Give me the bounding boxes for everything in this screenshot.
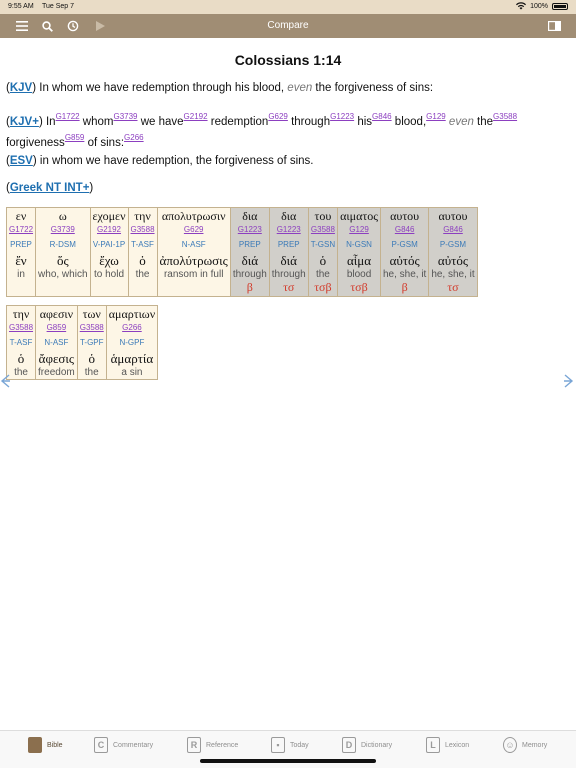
tab-lexicon[interactable] xyxy=(426,737,469,753)
lexicon-icon: L xyxy=(426,737,440,753)
interlinear-word[interactable] xyxy=(77,306,106,380)
morphology-code[interactable]: PREP xyxy=(238,240,261,249)
lemma-word: ἄφεσις xyxy=(38,351,75,366)
compare-content xyxy=(0,38,576,730)
morphology-code[interactable]: N-GSN xyxy=(346,240,372,249)
tab-label: Lexicon xyxy=(445,741,470,749)
morphology-code[interactable]: T-ASF xyxy=(9,338,33,347)
gloss-text: through xyxy=(232,269,267,280)
lemma-word: διά xyxy=(280,253,297,268)
reference-icon: R xyxy=(187,737,201,753)
calendar-icon: ▪ xyxy=(271,737,285,753)
tab-label: Commentary xyxy=(113,741,154,749)
gloss-text: he, she, it xyxy=(431,269,475,280)
tab-today[interactable] xyxy=(271,737,309,753)
morphology-code[interactable]: V-PAI-1P xyxy=(92,240,126,249)
strongs-link[interactable]: G859 xyxy=(64,133,85,142)
morphology-code[interactable]: PREP xyxy=(277,240,300,249)
lemma-word: ἔχω xyxy=(99,253,119,268)
greek-word: του xyxy=(314,209,332,223)
gloss-text: through xyxy=(271,269,306,280)
interlinear-word[interactable] xyxy=(36,306,78,380)
kjv-text-even: even xyxy=(287,82,313,94)
morphology-code[interactable]: T-GPF xyxy=(79,338,104,347)
gloss-text: ransom in full xyxy=(163,269,224,280)
gloss-text: the xyxy=(84,367,99,378)
interlinear-word[interactable] xyxy=(429,208,477,297)
lemma-word: ὅς xyxy=(56,253,69,268)
kjv-text-b: the forgiveness of sins: xyxy=(312,82,434,94)
kjvplus-even: even xyxy=(448,116,474,128)
tab-bible[interactable] xyxy=(28,737,63,753)
tab-label: Reference xyxy=(206,741,239,749)
greek-word: των xyxy=(82,307,101,321)
verse-kjv-plus: (KJV+) $In^{G1722}$ whom$^{G3739}$ we have$^{G2192}$ redemption$^{G629}$ through$^{G1223}$ his$^{G846}$ blood,$^{G129}$ even the$^{G3588}$ forgiveness$^{G859}$ of sins:$^{G266}$ xyxy=(6,112,518,149)
verse-greek: (Greek NT INT+) xyxy=(6,182,94,194)
lemma-word: ἁμαρτία xyxy=(110,351,154,366)
strongs-number-link[interactable]: G629 xyxy=(183,225,204,234)
strongs-link[interactable]: G1223 xyxy=(330,112,355,121)
morphology-code[interactable]: P-GSM xyxy=(439,240,467,249)
tab-reference[interactable] xyxy=(187,737,238,753)
manuscript-ref: τσ xyxy=(447,280,459,294)
strongs-link[interactable]: G2192 xyxy=(183,112,208,121)
greek-word: ω xyxy=(58,209,67,223)
strongs-link[interactable]: G629 xyxy=(268,112,288,121)
split-view-icon[interactable] xyxy=(546,18,562,34)
strongs-number-link[interactable]: G3588 xyxy=(130,225,155,234)
strongs-link[interactable]: G129 xyxy=(426,112,446,121)
tab-label: Dictionary xyxy=(361,741,393,749)
interlinear-word[interactable] xyxy=(106,306,157,380)
kjv-text-a: In whom we have redemption through his blood, xyxy=(36,82,288,94)
status-date: Tue Sep 7 xyxy=(42,3,75,10)
gloss-text: blood xyxy=(346,269,372,280)
gloss-text: the xyxy=(14,367,28,378)
morphology-code[interactable]: N-ASF xyxy=(181,240,206,249)
lemma-word: ὁ xyxy=(17,351,25,366)
status-bar xyxy=(0,0,576,14)
strongs-number-link[interactable]: G859 xyxy=(46,323,67,332)
interlinear-table-1 xyxy=(6,207,478,297)
lemma-word: διά xyxy=(241,253,259,268)
strongs-number-link[interactable]: G1223 xyxy=(237,225,262,234)
interlinear-word[interactable] xyxy=(308,208,337,297)
strongs-number-link[interactable]: G1223 xyxy=(276,225,301,234)
strongs-number-link[interactable]: G3588 xyxy=(9,323,34,332)
kjvplus-word: his xyxy=(354,116,373,128)
version-link-kjv-plus[interactable]: KJV+ xyxy=(9,116,39,128)
greek-word: αυτου xyxy=(438,209,468,223)
gloss-text: he, she, it xyxy=(382,269,427,280)
manuscript-ref: β xyxy=(246,280,253,294)
lemma-word: ἀπολύτρωσις xyxy=(159,253,228,268)
greek-word: την xyxy=(12,307,30,321)
manuscript-ref: τσβ xyxy=(314,280,332,294)
dictionary-icon: D xyxy=(342,737,356,753)
interlinear-word[interactable] xyxy=(269,208,308,297)
morphology-code[interactable]: T-ASF xyxy=(131,240,154,249)
strongs-number-link[interactable]: G846 xyxy=(443,225,463,234)
greek-word: εχομεν xyxy=(92,209,126,223)
interlinear-word[interactable] xyxy=(90,208,128,297)
lemma-word: ὁ xyxy=(139,253,146,268)
morphology-code[interactable]: R-DSM xyxy=(49,240,76,249)
greek-word: δια xyxy=(281,209,297,223)
gloss-text: who, which xyxy=(38,269,88,280)
morphology-code[interactable]: T-GSN xyxy=(310,240,336,249)
tab-label: Bible xyxy=(47,741,63,749)
esv-text: in whom we have redemption, the forgiveness of sins. xyxy=(36,155,314,167)
greek-word: απολυτρωσιν xyxy=(161,209,226,223)
lemma-word: αὐτός xyxy=(437,253,469,268)
strongs-link[interactable]: G3588 xyxy=(493,112,518,121)
gloss-text: to hold xyxy=(93,269,125,280)
morphology-code[interactable]: P-GSM xyxy=(391,240,418,249)
verse-esv: (ESV) in whom we have redemption, the forgiveness of sins. xyxy=(6,155,314,167)
greek-word: εν xyxy=(15,209,27,223)
status-right xyxy=(516,2,568,10)
interlinear-word[interactable] xyxy=(380,208,428,297)
nav-bar xyxy=(0,14,576,38)
interlinear-word[interactable] xyxy=(230,208,269,297)
verse-kjv: (KJV) In whom we have redemption through his blood, even the forgiveness of sins: xyxy=(6,82,434,94)
status-time: 9:55 AM xyxy=(8,3,34,10)
strongs-link[interactable]: G266 xyxy=(124,133,144,142)
strongs-number-link[interactable]: G3588 xyxy=(310,225,335,234)
battery-icon xyxy=(552,3,568,10)
manuscript-ref: τσβ xyxy=(350,280,368,294)
kjvplus-word: the xyxy=(473,116,494,128)
gloss-text: the xyxy=(135,269,150,280)
greek-word: δια xyxy=(242,209,258,223)
memory-icon: ☺ xyxy=(503,737,517,753)
gloss-text: in xyxy=(17,269,25,280)
morphology-code[interactable]: PREP xyxy=(10,240,32,249)
greek-word: αιματος xyxy=(340,209,378,223)
interlinear-table-2 xyxy=(6,305,158,380)
greek-word: αφεσιν xyxy=(39,307,74,321)
lemma-word: ἔν xyxy=(15,253,27,268)
strongs-number-link[interactable]: G3739 xyxy=(50,225,75,234)
lemma-word: αὐτός xyxy=(389,253,420,268)
version-link-kjv[interactable]: KJV xyxy=(9,82,33,94)
tab-label: Memory xyxy=(522,741,548,749)
tab-label: Today xyxy=(290,741,309,749)
chevron-left-icon[interactable] xyxy=(0,374,10,388)
home-indicator[interactable] xyxy=(200,759,376,763)
greek-word: αυτου xyxy=(390,209,420,223)
gloss-text: the xyxy=(315,269,330,280)
interlinear-word[interactable] xyxy=(128,208,157,297)
kjvplus-word: forgiveness xyxy=(6,137,65,149)
manuscript-ref: τσ xyxy=(283,280,295,294)
next-verse-arrow[interactable] xyxy=(564,374,574,391)
lemma-word: ὁ xyxy=(319,253,327,268)
morphology-code[interactable]: N-GPF xyxy=(119,338,145,347)
lemma-word: ὁ xyxy=(88,351,95,366)
strongs-link[interactable]: G3739 xyxy=(113,112,138,121)
battery-percent: 100% xyxy=(530,2,548,10)
version-link-esv[interactable]: ESV xyxy=(9,155,33,167)
greek-word: την xyxy=(134,209,151,223)
strongs-link[interactable]: G846 xyxy=(372,112,392,121)
interlinear-word[interactable] xyxy=(157,208,230,297)
lemma-word: αἷμα xyxy=(347,253,372,268)
tab-commentary[interactable] xyxy=(94,737,153,753)
strongs-number-link[interactable]: G846 xyxy=(394,225,415,234)
kjvplus-word: blood, xyxy=(391,116,427,128)
kjvplus-word: through xyxy=(287,116,331,128)
version-link-greek[interactable]: Greek NT INT+ xyxy=(9,182,90,194)
interlinear-word[interactable] xyxy=(338,208,381,297)
kjvplus-word: we have xyxy=(137,116,184,128)
strongs-number-link[interactable]: G2192 xyxy=(96,225,122,234)
manuscript-ref: β xyxy=(401,280,408,294)
strongs-number-link[interactable]: G129 xyxy=(349,225,369,234)
previous-verse-arrow[interactable] xyxy=(0,374,10,391)
interlinear-word[interactable] xyxy=(36,208,90,297)
kjvplus-word: redemption xyxy=(207,116,269,128)
nav-title: Compare xyxy=(267,20,309,31)
gloss-text: freedom xyxy=(38,367,75,378)
interlinear-word[interactable] xyxy=(7,306,36,380)
strongs-number-link[interactable]: G1722 xyxy=(9,225,34,234)
strongs-link[interactable]: G1722 xyxy=(55,112,80,121)
tab-dictionary[interactable] xyxy=(342,737,392,753)
kjvplus-word: of sins: xyxy=(84,137,125,149)
page-title: Colossians 1:14 xyxy=(234,52,342,68)
bible-icon xyxy=(28,737,42,753)
kjvplus-word: whom xyxy=(79,116,114,128)
kjvplus-word: In xyxy=(42,116,56,128)
greek-word: αμαρτιων xyxy=(108,307,156,321)
chevron-right-icon[interactable] xyxy=(564,374,574,388)
morphology-code[interactable]: N-ASF xyxy=(44,338,69,347)
gloss-text: a sin xyxy=(121,367,143,378)
interlinear-word[interactable] xyxy=(7,208,36,297)
wifi-icon xyxy=(516,2,526,10)
strongs-number-link[interactable]: G266 xyxy=(122,323,142,332)
strongs-number-link[interactable]: G3588 xyxy=(79,323,104,332)
commentary-icon: C xyxy=(94,737,108,753)
tab-memory[interactable] xyxy=(503,737,547,753)
